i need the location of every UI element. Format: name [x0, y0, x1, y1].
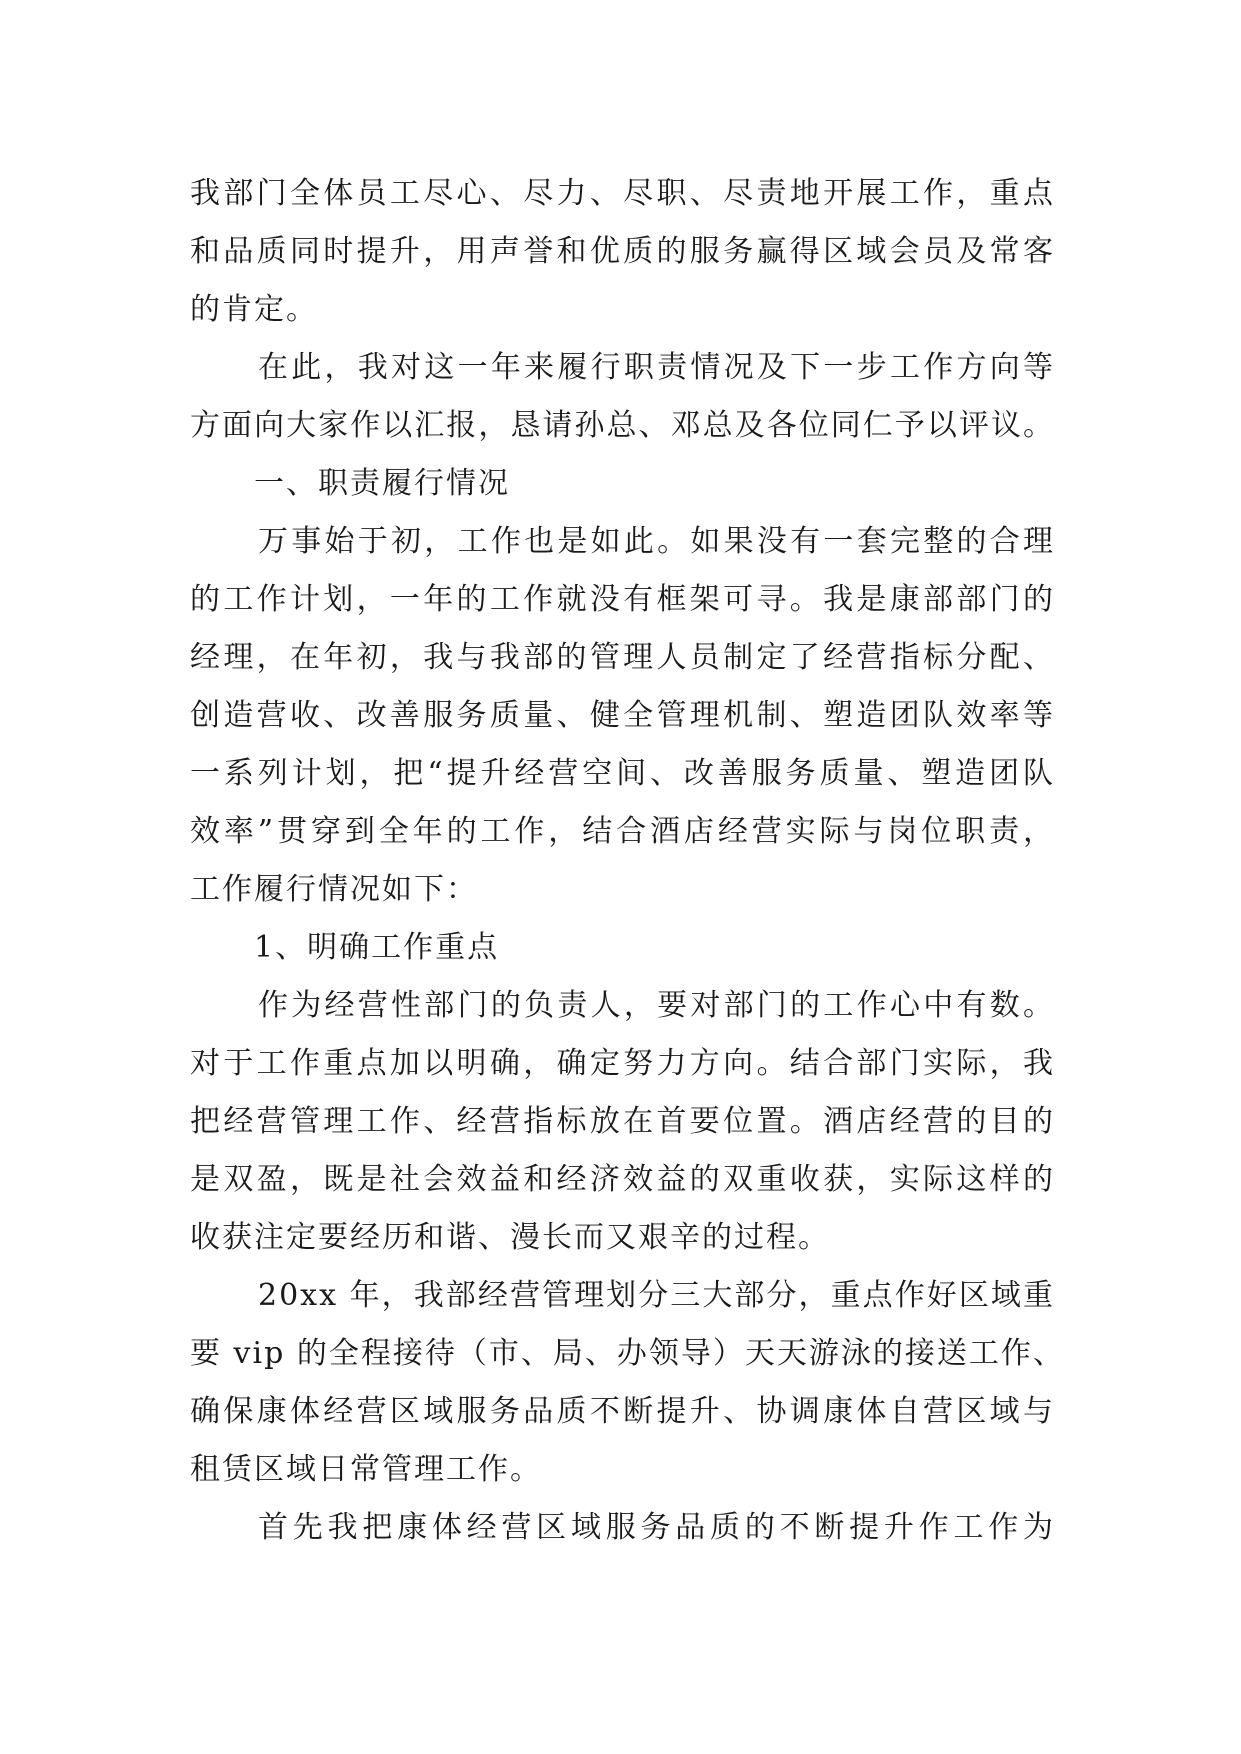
subsection-heading: 1、明确工作重点	[254, 930, 500, 965]
text-line: 要 vip 的全程接待（市、局、办领导）天天游泳的接送工作、	[190, 1336, 1065, 1371]
text-line: 创造营收、改善服务质量、健全管理机制、塑造团队效率等	[190, 698, 1055, 733]
text-line: 在此，我对这一年来履行职责情况及下一步工作方向等	[258, 350, 1055, 385]
document-body	[190, 165, 1065, 1557]
text-line: 收获注定要经历和谐、漫长而又艰辛的过程。	[190, 1220, 830, 1255]
text-line: 工作履行情况如下：	[190, 872, 478, 907]
text-line: 把经营管理工作、经营指标放在首要位置。酒店经营的目的	[190, 1104, 1055, 1139]
section-heading: 一、职责履行情况	[254, 466, 510, 501]
text-line: 和品质同时提升，用声誉和优质的服务赢得区域会员及常客	[190, 234, 1055, 269]
text-line: 方面向大家作以汇报，恳请孙总、邓总及各位同仁予以评议。	[190, 408, 1055, 443]
text-line: 我部门全体员工尽心、尽力、尽职、尽责地开展工作，重点	[190, 176, 1055, 211]
text-line: 作为经营性部门的负责人，要对部门的工作心中有数。	[258, 988, 1055, 1023]
text-line: 确保康体经营区域服务品质不断提升、协调康体自营区域与	[190, 1394, 1055, 1429]
text-line: 是双盈，既是社会效益和经济效益的双重收获，实际这样的	[190, 1162, 1055, 1197]
text-line: 的工作计划，一年的工作就没有框架可寻。我是康部部门的	[190, 582, 1055, 617]
text-line: 经理，在年初，我与我部的管理人员制定了经营指标分配、	[190, 640, 1055, 675]
text-line: 效率”贯穿到全年的工作，结合酒店经营实际与岗位职责，	[190, 814, 1055, 849]
text-line: 万事始于初，工作也是如此。如果没有一套完整的合理	[258, 524, 1055, 559]
text-line: 首先我把康体经营区域服务品质的不断提升作工作为	[258, 1510, 1055, 1545]
text-line: 租赁区域日常管理工作。	[190, 1452, 542, 1487]
text-line: 一系列计划，把“提升经营空间、改善服务质量、塑造团队	[190, 756, 1055, 791]
text-line: 20xx 年，我部经营管理划分三大部分，重点作好区域重	[258, 1278, 1055, 1313]
text-line: 的肯定。	[190, 292, 318, 327]
text-line: 对于工作重点加以明确，确定努力方向。结合部门实际，我	[190, 1046, 1055, 1081]
